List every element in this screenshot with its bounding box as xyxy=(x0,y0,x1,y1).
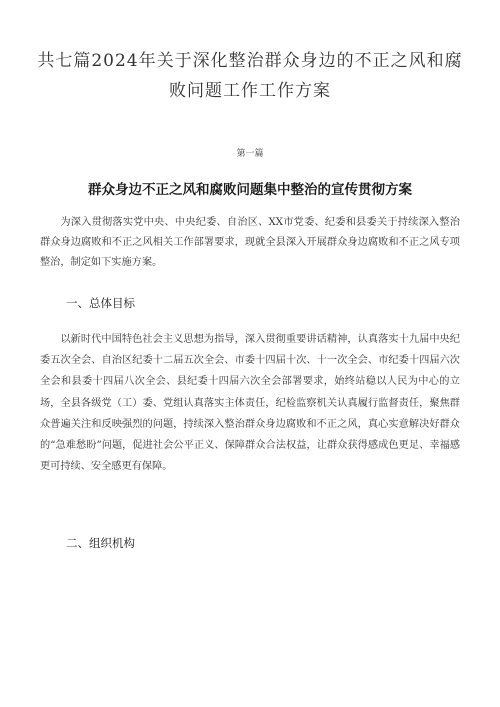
section-title: 群众身边不正之风和腐败问题集中整治的宣传贯彻方案 xyxy=(88,182,412,198)
heading-overall-goal: 一、总体目标 xyxy=(66,296,135,310)
intro-paragraph: 为深入贯彻落实党中央、中央纪委、自治区、XX市党委、纪委和县委关于持续深入整治群众身边腐败和不正之风相关工作部署要求，现就全县深入开展群众身边腐败和不正之风专项整治，制定如下实施方案。 xyxy=(40,217,460,268)
goal-paragraph: 以新时代中国特色社会主义思想为指导，深入贯彻重要讲话精神，认真落实十九届中央纪委五次全会、自治区纪委十二届五次全会、市委十四届十次、十一次全会、市纪委十四届六次全会和县委十四届八次全会、县纪委十四届六次全会部署要求，始终站稳以人民为中心的立场，全县各级党（工）委、党组认真落实主体责任，纪检监察机关认真履行监督责任，聚焦群众普遍关注和反映强烈的问题，持续深入整治群众身边腐败和不正之风，真心实意解决好群众的“急难愁盼”问题，促进社会公平正义、保障群众合法权益，让群众获得感成色更足、幸福感更可持续、安全感更有保障。 xyxy=(40,334,460,473)
heading-organization: 二、组织机构 xyxy=(66,536,135,550)
part-label: 第一篇 xyxy=(236,149,264,159)
document-title: 共七篇2024年关于深化整治群众身边的不正之风和腐败问题工作工作方案 xyxy=(37,51,463,101)
